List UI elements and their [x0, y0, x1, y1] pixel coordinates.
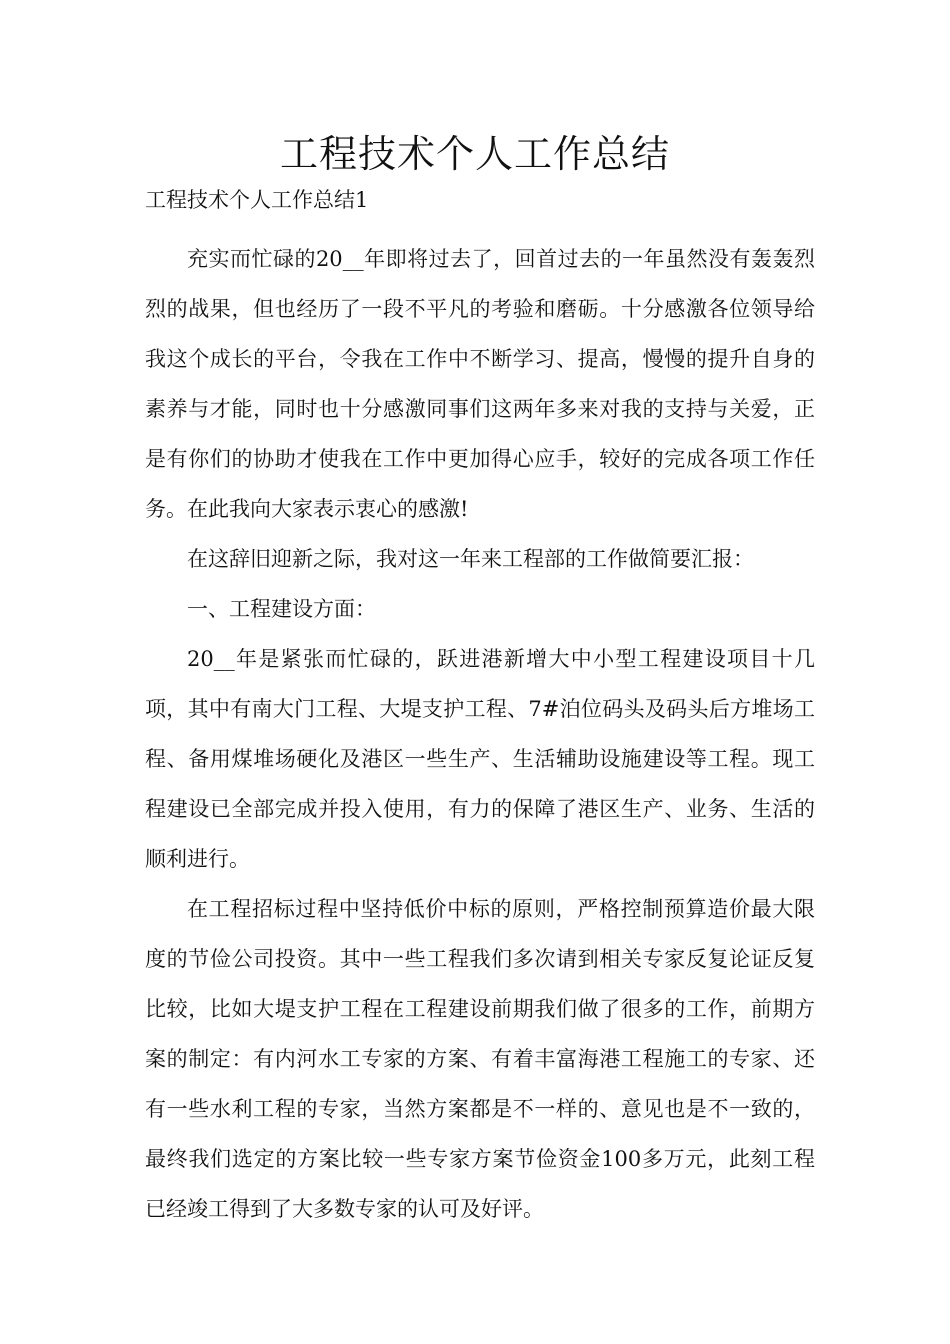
paragraph-projects: 20__年是紧张而忙碌的，跃进港新增大中小型工程建设项目十几项，其中有南大门工程、大堤支护工程、7#泊位码头及码头后方堆场工程、备用煤堆场硬化及港区一些生产、生活辅助设施建设等工程。现工程建设已全部完成并投入使用，有力的保障了港区生产、业务、生活的顺利进行。 [145, 647, 815, 871]
document-title: 工程技术个人工作总结 [279, 132, 670, 176]
paragraph-report-lead: 在这辞旧迎新之际，我对这一年来工程部的工作做简要汇报： [187, 547, 754, 571]
paragraph-intro: 充实而忙碌的20__年即将过去了，回首过去的一年虽然没有轰轰烈烈的战果，但也经历了一段不平凡的考验和磨砺。十分感激各位领导给我这个成长的平台，令我在工作中不断学习、提高，慢慢的提升自身的素养与才能，同时也十分感激同事们这两年多来对我的支持与关爱，正是有你们的协助才使我在工作中更加得心应手，较好的完成各项工作任务。在此我向大家表示衷心的感激! [145, 247, 815, 521]
paragraph-bidding: 在工程招标过程中坚持低价中标的原则，严格控制预算造价最大限度的节俭公司投资。其中一些工程我们多次请到相关专家反复论证反复比较，比如大堤支护工程在工程建设前期我们做了很多的工作，前期方案的制定：有内河水工专家的方案、有着丰富海港工程施工的专家、还有一些水利工程的专家，当然方案都是不一样的、意见也是不一致的，最终我们选定的方案比较一些专家方案节俭资金100多万元，此刻工程已经竣工得到了大多数专家的认可及好评。 [145, 897, 815, 1221]
section-subtitle: 工程技术个人工作总结1 [145, 188, 369, 212]
paragraph-section-heading: 一、工程建设方面： [187, 597, 376, 621]
document-body [145, 234, 815, 1234]
